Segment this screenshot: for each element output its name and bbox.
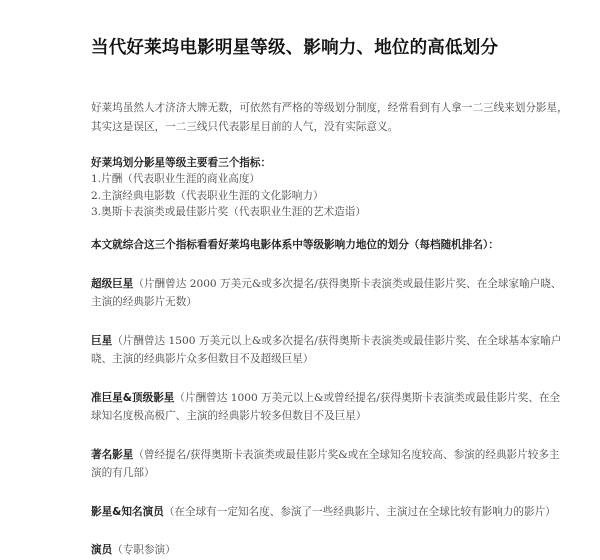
tier-name: 巨星 [91,334,113,347]
tier-description: （片酬曾达 2000 万美元&或多次提名/获得奥斯卡表演类或最佳影片奖、在全球家喻户晓、主演的经典影片无数） [91,277,562,308]
tier-name: 演员 [91,544,113,556]
tier-actor [91,541,570,560]
indicator-item: 2.主演经典电影数（代表职业生涯的文化影响力） [91,189,324,202]
tier-description: （专职参演） [112,544,176,556]
indicator-item: 3.奥斯卡表演类或最佳影片奖（代表职业生涯的艺术造诣） [91,206,366,218]
intro-paragraph: 好莱坞虽然人才济济大牌无数，可依然有严格的等级划分制度，经常看到有人拿一二三线来划分影星，其实这是误区，一二三线只代表影星目前的人气，没有实际意义。 [91,102,568,133]
tier-famous-actor [91,446,570,483]
tier-name: 影星&知名演员 [91,505,164,518]
tier-super-star [91,275,570,312]
tier-star [91,332,570,369]
indicators-list [91,171,570,221]
tier-description: （在全球有一定知名度、参演了一些经典影片、主演过在全球比较有影响力的影片） [163,505,556,518]
summary-heading: 本文就综合这三个指标看看好莱坞电影体系中等级影响力地位的划分（每档随机排名）： [91,238,499,251]
tier-name: 准巨星&顶级影星 [91,391,175,404]
article-title: 当代好莱坞电影明星等级、影响力、地位的高低划分 [91,38,499,58]
tier-known-actor [91,503,570,522]
tier-name: 著名影星 [91,448,134,461]
indicator-item: 1.片酬（代表职业生涯的商业高度） [91,173,261,185]
indicators-heading: 好莱坞划分影星等级主要看三个指标： [91,157,272,169]
tier-name: 超级巨星 [91,277,134,290]
tier-quasi-star [91,389,570,426]
tier-description: （片酬曾达 1000 万美元以上&或曾经提名/获得奥斯卡表演类或最佳影片奖、在全球知名度极高极广、主演的经典影片较多但数目不及巨星） [91,391,561,422]
tier-description: （片酬曾达 1500 万美元以上&或多次提名/获得奥斯卡表演类或最佳影片奖、在全球基本家喻户晓、主演的经典影片众多但数目不及超级巨星） [91,334,562,365]
tier-description: （曾经提名/获得奥斯卡表演类或最佳影片奖&或在全球知名度较高、参演的经典影片较多主演的有几部） [91,448,560,479]
